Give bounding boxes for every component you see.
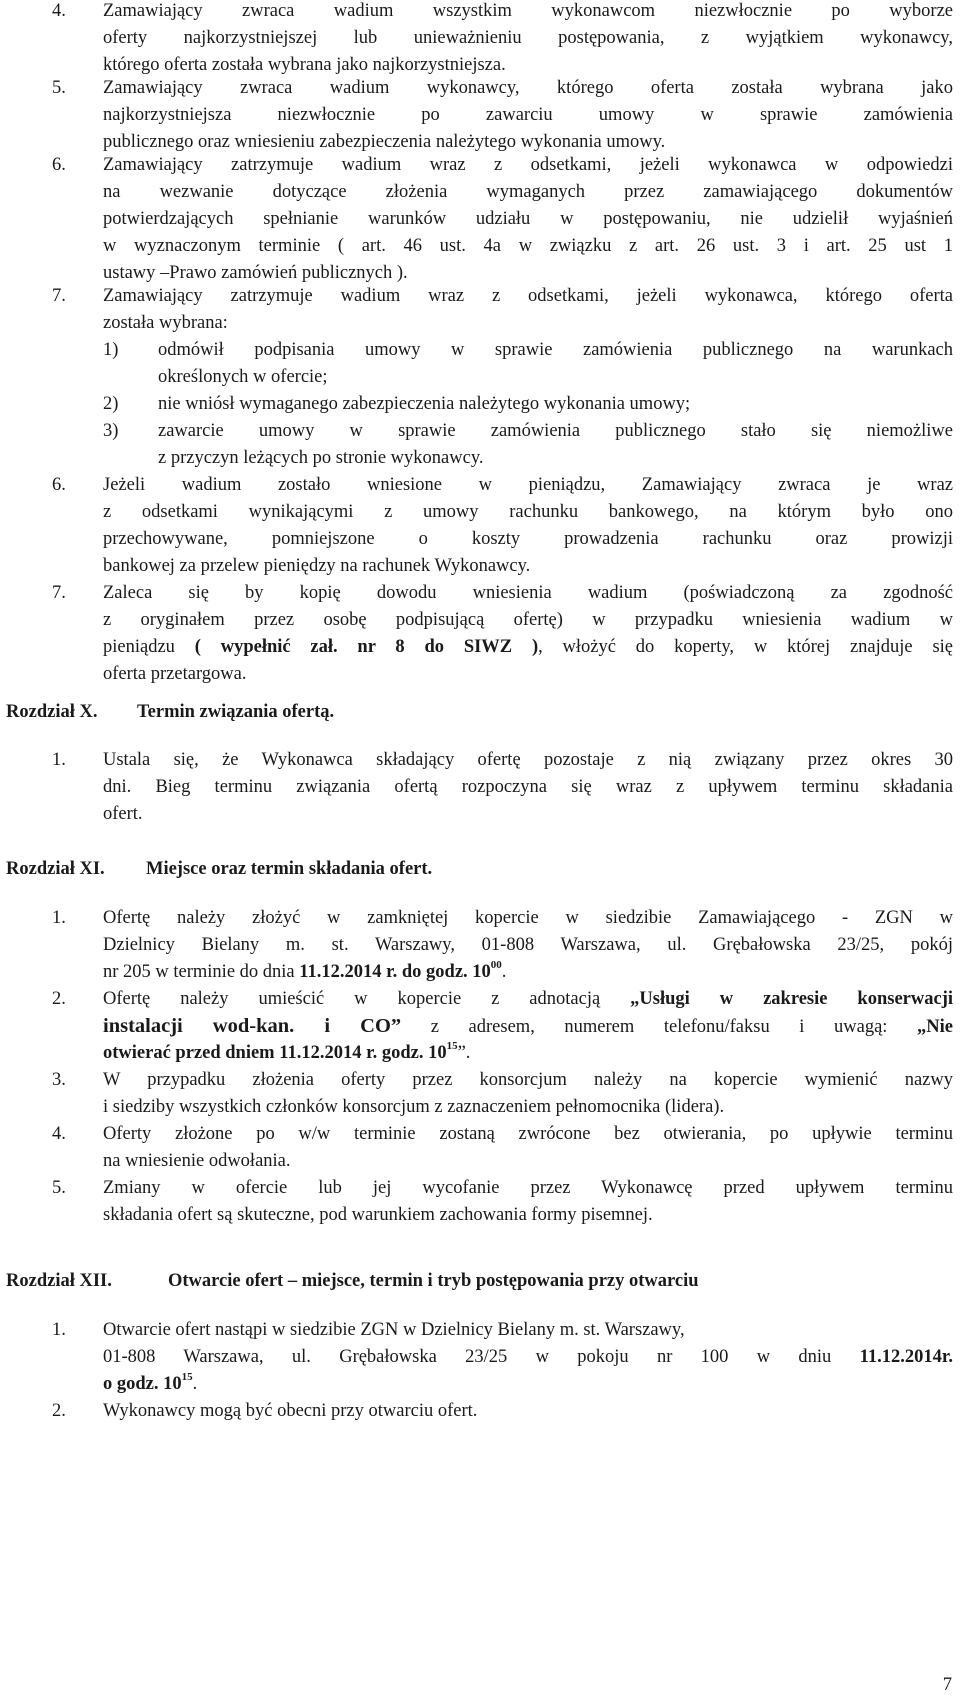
text-line: z odsetkami wynikającymi z umowy rachunku bankowego, na którym było ono <box>103 502 953 522</box>
text-line: odmówił podpisania umowy w sprawie zamówienia publicznego na warunkach <box>158 340 953 360</box>
envelope-annotation: instalacji wod-kan. i CO” <box>103 1015 402 1037</box>
text-line: i siedziby wszystkich członków konsorcjum z zaznaczeniem pełnomocnika (lidera). <box>103 1097 725 1117</box>
text-segment: . <box>192 1374 198 1394</box>
text-line: oferta przetargowa. <box>103 664 247 684</box>
text-line: Zamawiający zwraca wadium wykonawcy, którego oferta została wybrana jako <box>103 78 953 98</box>
envelope-annotation: „Usługi w zakresie konserwacji <box>630 989 953 1009</box>
text-line <box>103 1040 953 1067</box>
deadline-minutes: 00 <box>490 958 502 971</box>
item-number: 1. <box>52 750 66 770</box>
text-line: nie wniósł wymaganego zabezpieczenia należytego wykonania umowy; <box>158 394 691 414</box>
item-number: 1. <box>52 908 66 928</box>
opening-time: o godz. 10 <box>103 1374 182 1394</box>
item-text <box>103 580 953 688</box>
text-line: ofert. <box>103 804 143 824</box>
item-number: 7. <box>52 583 66 603</box>
text-line: Ofertę należy złożyć w zamkniętej kopercie w siedzibie Zamawiającego - ZGN w <box>103 908 953 928</box>
item-number: 6. <box>52 475 66 495</box>
item-text <box>103 1067 953 1121</box>
item-number: 4. <box>52 1 66 21</box>
chapter-label: Rozdział XII. <box>6 1271 112 1291</box>
text-line: Zmiany w ofercie lub jej wycofanie przez Wykonawcę przed upływem terminu <box>103 1178 953 1198</box>
item-text <box>103 1175 953 1229</box>
item-text <box>103 905 953 986</box>
text-segment: z adresem, numerem telefonu/faksu i uwagą: <box>401 1017 918 1037</box>
do-not-open-minutes: 15 <box>446 1039 458 1052</box>
text-line: oferty najkorzystniejszej lub unieważnieniu postępowania, z wyjątkiem wykonawcy, <box>103 28 953 48</box>
text-line: potwierdzających spełnianie warunków udziału w postępowaniu, nie udzielił wyjaśnień <box>103 209 953 229</box>
item-number: 5. <box>52 78 66 98</box>
item-text <box>103 0 953 79</box>
sub-item-text <box>158 418 953 472</box>
item-number: 2. <box>52 1401 66 1421</box>
item-number: 1. <box>52 1320 66 1340</box>
deadline-date: 11.12.2014 r. do godz. 10 <box>299 962 491 982</box>
text-segment: , włożyć do koperty, w której znajduje się <box>538 637 953 657</box>
item-number: 6. <box>52 155 66 175</box>
text-line: Zaleca się by kopię dowodu wniesienia wadium (poświadczoną za zgodność <box>103 583 953 603</box>
attachment-reference: ( wypełnić zał. nr 8 do SIWZ ) <box>194 637 539 657</box>
text-line: w wyznaczonym terminie ( art. 46 ust. 4a w związku z art. 26 ust. 3 i art. 25 ust 1 <box>103 236 953 256</box>
text-line <box>103 986 953 1013</box>
item-text <box>103 472 953 580</box>
do-not-open-note: otwierać przed dniem 11.12.2014 r. godz. 10 <box>103 1043 447 1063</box>
text-line: Ustala się, że Wykonawca składający ofertę pozostaje z nią związany przez okres 30 <box>103 750 953 770</box>
text-segment: Ofertę należy umieścić w kopercie z adnotacją <box>103 989 631 1009</box>
opening-minutes: 15 <box>181 1370 193 1383</box>
text-segment: nr 205 w terminie do dnia <box>103 962 300 982</box>
text-line: W przypadku złożenia oferty przez konsorcjum należy na kopercie wymienić nazwy <box>103 1070 953 1090</box>
item-text <box>103 283 953 337</box>
text-line: określonych w ofercie; <box>158 367 328 387</box>
item-number: 4. <box>52 1124 66 1144</box>
chapter-xii-heading <box>6 1268 699 1295</box>
item-number: 7. <box>52 286 66 306</box>
text-line: ustawy –Prawo zamówień publicznych ). <box>103 263 408 283</box>
text-line: Zamawiający zatrzymuje wadium wraz z odsetkami, jeżeli wykonawca w odpowiedzi <box>103 155 953 175</box>
text-line: została wybrana: <box>103 313 228 333</box>
item-text <box>103 1121 953 1175</box>
text-segment: . <box>501 962 507 982</box>
item-text <box>103 986 953 1067</box>
item-text <box>103 152 953 287</box>
text-segment: 01-808 Warszawa, ul. Grębałowska 23/25 w pokoju nr 100 w dniu <box>103 1347 860 1367</box>
text-line: Dzielnicy Bielany m. st. Warszawy, 01-808 Warszawa, ul. Grębałowska 23/25, pokój <box>103 935 953 955</box>
item-text <box>103 75 953 156</box>
text-segment: ”. <box>457 1043 471 1063</box>
page-number: 7 <box>942 1675 952 1695</box>
text-line: bankowej za przelew pieniędzy na rachunek Wykonawcy. <box>103 556 531 576</box>
text-line: Wykonawcy mogą być obecni przy otwarciu ofert. <box>103 1401 478 1421</box>
text-line: przechowywane, pomniejszone o koszty prowadzenia rachunku oraz prowizji <box>103 529 953 549</box>
chapter-label: Rozdział X. <box>6 702 98 722</box>
item-number: 2. <box>52 989 66 1009</box>
do-not-open-note: „Nie <box>917 1017 953 1037</box>
chapter-label: Rozdział XI. <box>6 859 105 879</box>
chapter-x-heading <box>6 699 335 726</box>
sub-item-number: 2) <box>103 394 119 414</box>
text-line <box>103 1371 953 1398</box>
text-line <box>103 959 953 986</box>
chapter-title: Miejsce oraz termin składania ofert. <box>146 859 433 879</box>
text-line: na wezwanie dotyczące złożenia wymaganych przez zamawiającego dokumentów <box>103 182 953 202</box>
text-line <box>103 1013 953 1040</box>
text-line: Jeżeli wadium zostało wniesione w pieniądzu, Zamawiający zwraca je wraz <box>103 475 953 495</box>
text-line: Zamawiający zatrzymuje wadium wraz z odsetkami, jeżeli wykonawca, którego oferta <box>103 286 953 306</box>
chapter-title: Otwarcie ofert – miejsce, termin i tryb postępowania przy otwarciu <box>168 1271 699 1291</box>
text-line <box>103 634 953 661</box>
text-line: składania ofert są skuteczne, pod warunkiem zachowania formy pisemnej. <box>103 1205 653 1225</box>
item-number: 5. <box>52 1178 66 1198</box>
item-text <box>103 1398 953 1425</box>
chapter-xi-heading <box>6 856 433 883</box>
text-line: Otwarcie ofert nastąpi w siedzibie ZGN w Dzielnicy Bielany m. st. Warszawy, <box>103 1320 685 1340</box>
sub-item-number: 1) <box>103 340 119 360</box>
text-line: Zamawiający zwraca wadium wszystkim wykonawcom niezwłocznie po wyborze <box>103 1 953 21</box>
text-line: którego oferta została wybrana jako najkorzystniejsza. <box>103 55 506 75</box>
text-line: publicznego oraz wniesieniu zabezpieczenia należytego wykonania umowy. <box>103 132 666 152</box>
item-number: 3. <box>52 1070 66 1090</box>
item-text <box>103 747 953 828</box>
opening-date: 11.12.2014r. <box>859 1347 953 1367</box>
text-line: z oryginałem przez osobę podpisującą ofertę) w przypadku wniesienia wadium w <box>103 610 953 630</box>
sub-item-text <box>158 337 953 391</box>
text-line: zawarcie umowy w sprawie zamówienia publicznego stało się niemożliwe <box>158 421 953 441</box>
text-line: Oferty złożone po w/w terminie zostaną zwrócone bez otwierania, po upływie terminu <box>103 1124 953 1144</box>
sub-item-text <box>158 391 953 418</box>
chapter-title: Termin związania ofertą. <box>137 702 335 722</box>
text-line <box>103 1344 953 1371</box>
text-line: dni. Bieg terminu związania ofertą rozpoczyna się wraz z upływem terminu składania <box>103 777 953 797</box>
text-line: na wniesienie odwołania. <box>103 1151 291 1171</box>
text-line: najkorzystniejsza niezwłocznie po zawarciu umowy w sprawie zamówienia <box>103 105 953 125</box>
text-line: z przyczyn leżących po stronie wykonawcy. <box>158 448 484 468</box>
item-text <box>103 1317 953 1398</box>
sub-item-number: 3) <box>103 421 119 441</box>
text-segment: pieniądzu <box>103 637 195 657</box>
